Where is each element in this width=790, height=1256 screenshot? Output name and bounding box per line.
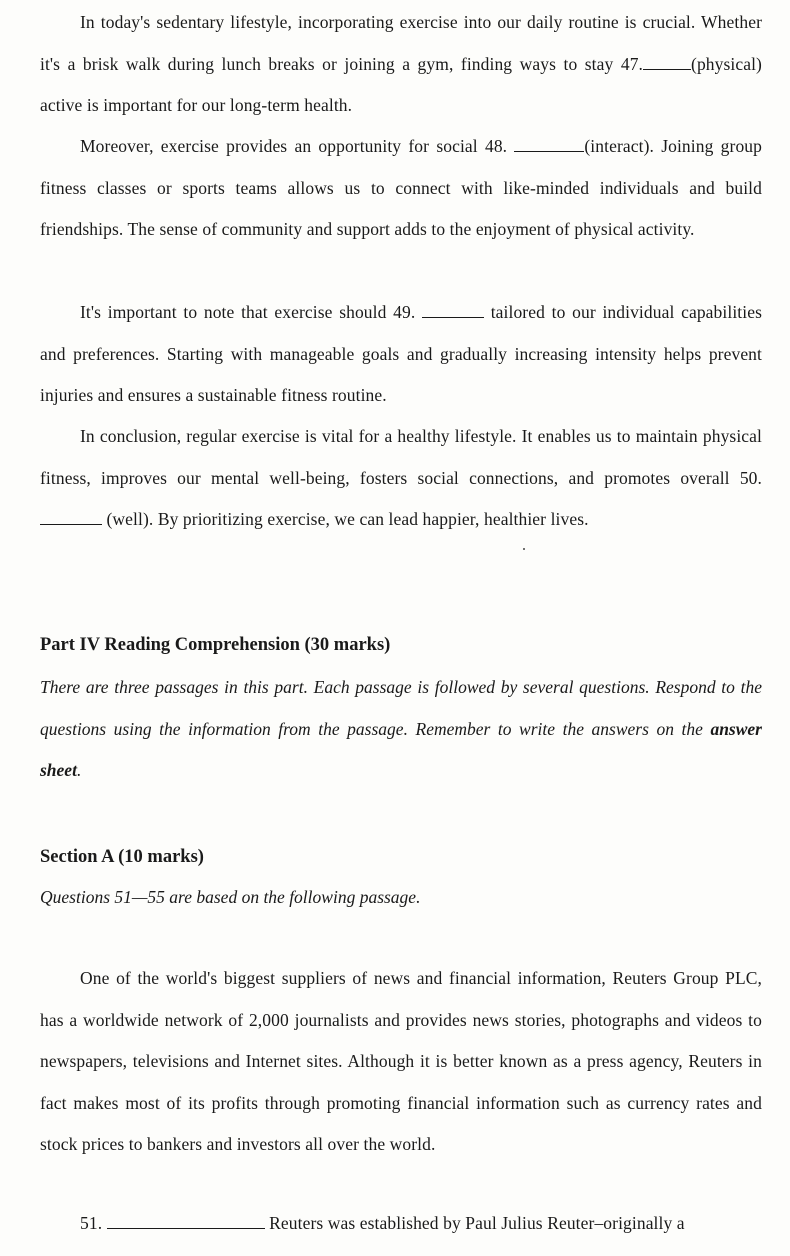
blank-47[interactable] [643,55,691,70]
paragraph-49-before: It's important to note that exercise should 49. [80,302,416,322]
answer-sheet-emphasis: answer sheet [40,718,762,780]
paragraph-47-after: (physical) active is important for our long-term health. [40,53,762,115]
part-4-heading [40,633,390,657]
part-4-instructions [40,667,762,792]
blank-51[interactable] [107,1214,265,1229]
section-a-heading [40,845,204,869]
part-4-marks: (30 marks) [304,635,391,655]
blank-49[interactable] [422,303,484,318]
paragraph-50-before: In conclusion, regular exercise is vital for a healthy lifestyle. It enables us to maintain physical fitness, improves our mental well-being, fosters social connections, and promotes overall 50. [40,426,762,488]
paragraph-47-before: In today's sedentary lifestyle, incorporating exercise into our daily routine is crucial. Whether it's a brisk walk during lunch breaks or joining a gym, finding ways to stay 47. [40,12,762,74]
question-51-number: 51. [80,1213,103,1233]
paragraph-48-before: Moreover, exercise provides an opportunity for social 48. [80,136,508,156]
section-a-title: Section A [40,847,114,867]
paragraph-49 [40,292,762,417]
section-a-marks: (10 marks) [118,847,204,867]
paragraph-48-after: (interact). Joining group fitness classes or sports teams allows us to connect with like-minded individuals and build friendships. The sense of community and support adds to the enjoyment of physical activity. [40,136,762,239]
paragraph-50-after: (well). By prioritizing exercise, we can lead happier, healthier lives. [106,509,589,529]
part-4-instruction-end: . [76,760,82,780]
part-4-title: Part IV Reading Comprehension [40,635,300,655]
paragraph-47 [40,2,762,127]
paragraph-50 [40,416,762,541]
section-a-subtitle [40,877,762,919]
passage-paragraph-1-text: One of the world's biggest suppliers of news and financial information, Reuters Group PLC, has a worldwide network of 2,000 journalists and provides news stories, photographs and videos to newspapers, televisions and Internet sites. Although it is better known as a press agency, Reuters in fact makes most of its profits through promoting financial information such as currency rates and stock prices to bankers and investors all over the world. [40,968,762,1154]
question-51-text: Reuters was established by Paul Julius Reuter–originally a [269,1213,685,1233]
blank-50[interactable] [40,510,102,525]
blank-48[interactable] [514,137,584,152]
passage-paragraph-1 [40,958,762,1166]
part-4-instruction-text: There are three passages in this part. Each passage is followed by several questions. Respond to the questions using the information from the passage. Remember to write the answers on the [40,677,762,739]
paragraph-49-after: tailored to our individual capabilities and preferences. Starting with manageable goals and gradually increasing intensity helps prevent injuries and ensures a sustainable fitness routine. [40,302,762,405]
paragraph-48 [40,126,762,251]
question-51-line [40,1203,762,1245]
section-a-subtitle-text: Questions 51—55 are based on the following passage. [40,887,421,907]
scan-speck [523,548,525,550]
